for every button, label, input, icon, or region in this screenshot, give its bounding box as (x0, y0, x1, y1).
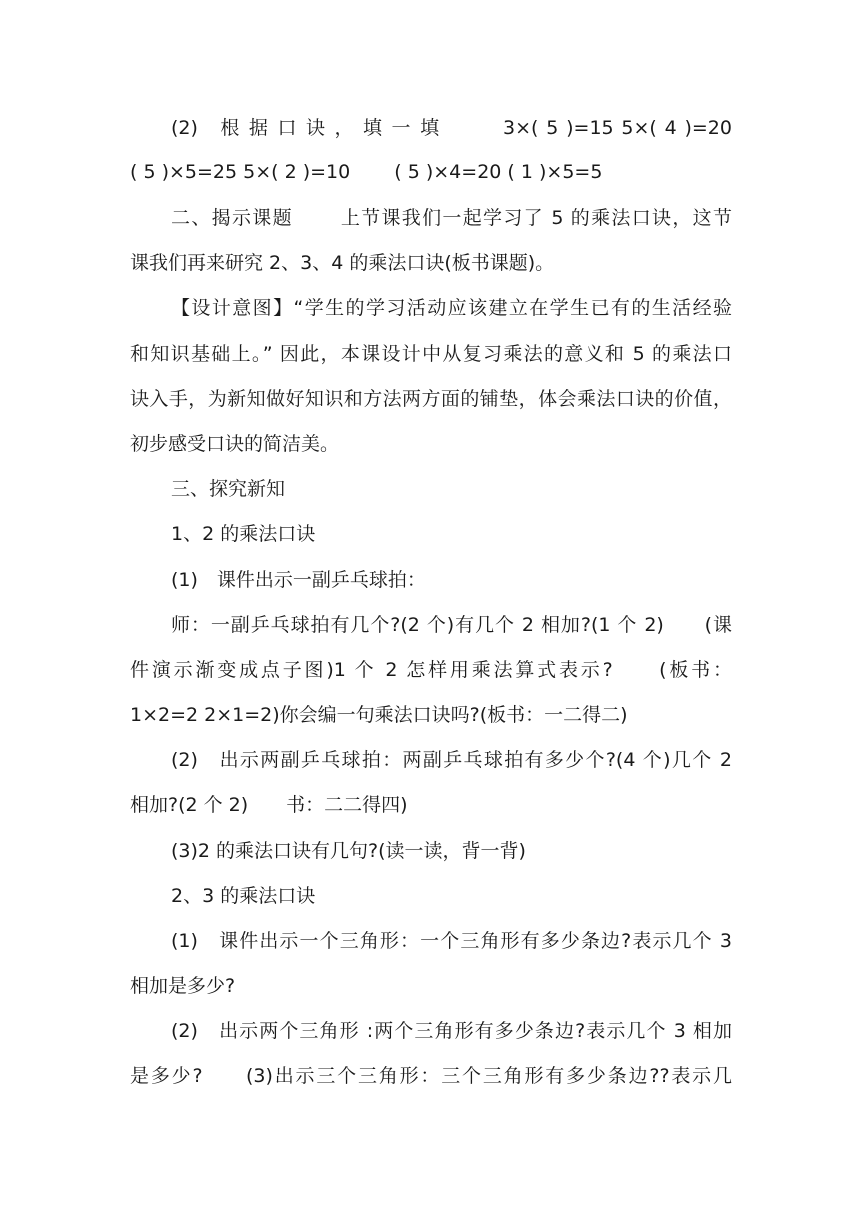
subsection-heading: 2、3 的乘法口诀 (171, 885, 316, 907)
text-line: 是多少? (3)出示三个三角形：三个三角形有多少条边??表示几 (130, 1065, 732, 1087)
text-line: ( 5 )×5=25 5×( 2 )=10 ( 5 )×4=20 ( 1 )×5=5 (130, 161, 603, 183)
text-line: (3)2 的乘法口诀有几句?(读一读，背一背) (171, 840, 526, 862)
text-line: 件演示渐变成点子图)1 个 2 怎样用乘法算式表示? (板书： (130, 659, 732, 681)
text-line: (1) 课件出示一个三角形：一个三角形有多少条边?表示几个 3 (171, 930, 732, 952)
text-line: 【设计意图】“学生的学习活动应该建立在学生已有的生活经验 (171, 297, 732, 319)
section-heading: 三、探究新知 (171, 478, 286, 500)
text-line: (2) 出示两副乒乓球拍：两副乒乓球拍有多少个?(4 个)几个 2 (171, 749, 732, 771)
text-line: 二、揭示课题 上节课我们一起学习了 5 的乘法口诀，这节 (171, 207, 732, 229)
text-line: 课我们再来研究 2、3、4 的乘法口诀(板书课题)。 (130, 252, 555, 274)
text-line: (2) 出示两个三角形 :两个三角形有多少条边?表示几个 3 相加 (171, 1020, 732, 1042)
text-line: (2) 根 据 口 诀 ， 填 一 填 3×( 5 )=15 5×( 4 )=20 (171, 117, 732, 139)
text-line: 1×2=2 2×1=2)你会编一句乘法口诀吗?(板书：一二得二) (130, 704, 628, 726)
text-line: 和知识基础上。” 因此，本课设计中从复习乘法的意义和 5 的乘法口 (130, 343, 732, 365)
text-line: 相加是多少? (130, 975, 236, 997)
text-line: (1) 课件出示一副乒乓球拍： (171, 569, 426, 591)
text-line: 师：一副乒乓球拍有几个?(2 个)有几个 2 相加?(1 个 2) (课 (171, 614, 732, 636)
subsection-heading: 1、2 的乘法口诀 (171, 523, 316, 545)
text-line: 相加?(2 个 2) 书：二二得四) (130, 794, 408, 816)
text-line: 初步感受口诀的简洁美。 (130, 433, 340, 455)
text-line: 诀入手，为新知做好知识和方法两方面的铺垫，体会乘法口诀的价值， (130, 388, 732, 410)
